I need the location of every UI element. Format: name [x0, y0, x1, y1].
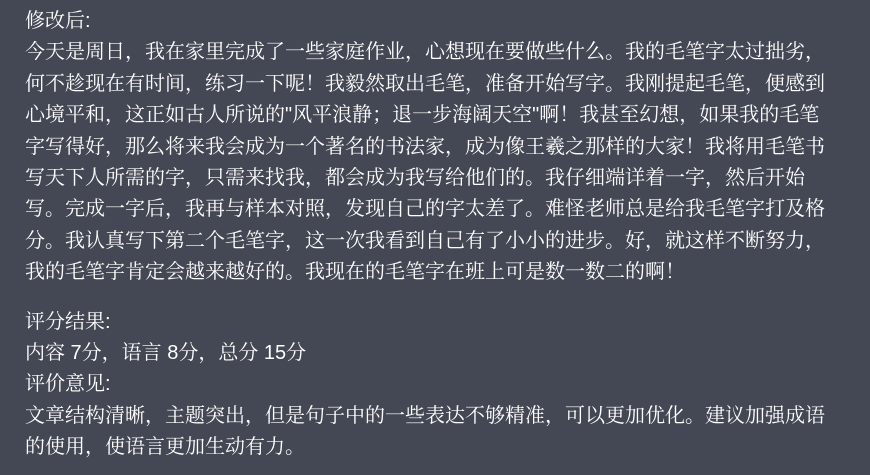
essay-line: 今天是周日，我在家里完成了一些家庭作业，心想现在要做些什么。我的毛笔字太过拙劣，	[25, 41, 825, 64]
review-line: 文章结构清晰，主题突出，但是句子中的一些表达不够精准，可以更加优化。建议加强成语	[25, 404, 825, 427]
essay-line: 心境平和，这正如古人所说的"风平浪静；退一步海阔天空"啊！我甚至幻想，如果我的毛笔	[25, 104, 820, 127]
review-line: 的使用，使语言更加生动有力。	[25, 436, 305, 459]
score-section	[25, 307, 850, 464]
essay-line: 何不趁现在有时间，练习一下呢！我毅然取出毛笔，准备开始写字。我刚提起毛笔，便感到	[25, 72, 825, 95]
review-label: 评价意见:	[25, 373, 111, 396]
paragraph-gap	[25, 289, 850, 307]
score-values: 内容 7分，语言 8分，总分 15分	[25, 341, 307, 364]
essay-line: 我的毛笔字肯定会越来越好的。我现在的毛笔字在班上可是数一数二的啊！	[25, 261, 685, 284]
revised-essay-section	[25, 6, 850, 289]
revised-label: 修改后:	[25, 10, 91, 32]
essay-line: 分。我认真写下第二个毛笔字，这一次我看到自己有了小小的进步。好，就这样不断努力，	[25, 229, 825, 252]
essay-line: 写。完成一字后，我再与样本对照，发现自己的字太差了。难怪老师总是给我毛笔字打及格	[25, 198, 825, 221]
essay-line: 写天下人所需的字，只需来找我，都会成为我写给他们的。我仔细端详着一字，然后开始	[25, 166, 805, 189]
essay-line: 字写得好，那么将来我会成为一个著名的书法家，成为像王羲之那样的大家！我将用毛笔书	[25, 135, 825, 158]
score-result-label: 评分结果:	[25, 310, 111, 333]
